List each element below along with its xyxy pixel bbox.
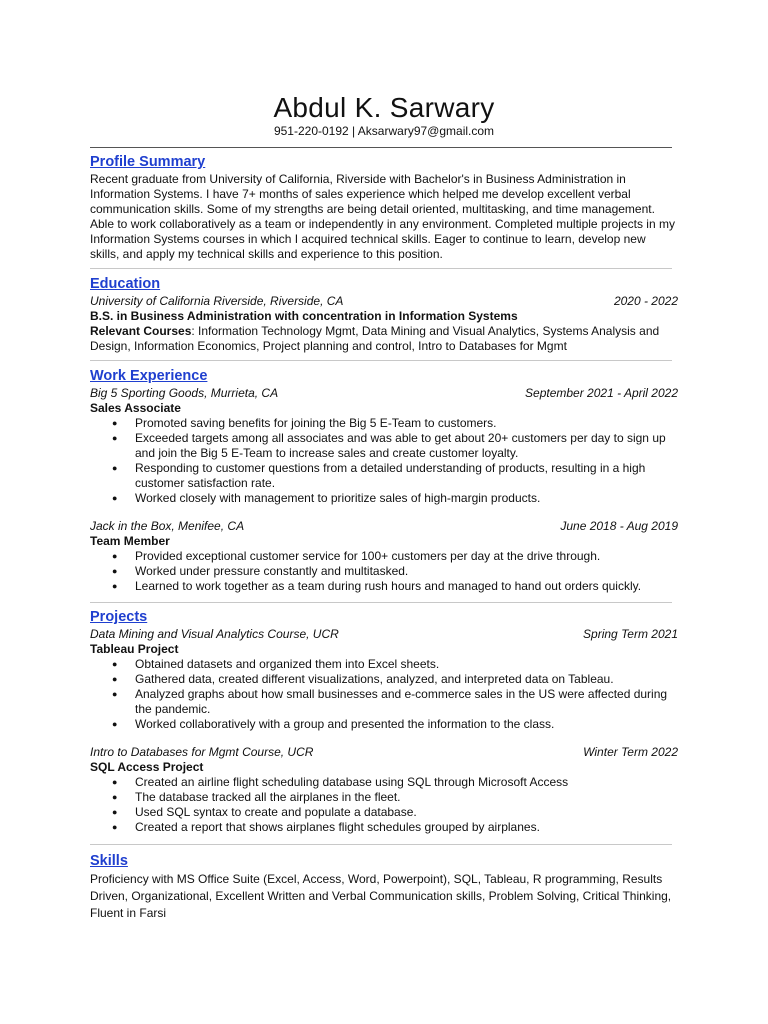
job-title: Sales Associate — [90, 401, 181, 415]
project-term: Winter Term 2022 — [583, 745, 678, 759]
work-heading: Work Experience — [90, 368, 208, 384]
projects-divider — [90, 844, 672, 845]
list-item: ● Analyzed graphs about how small businesses and e-commerce sales in the US were affected during the pandemic. — [90, 687, 678, 717]
list-item: ● Worked under pressure constantly and multitasked. — [90, 564, 678, 579]
project-course: Data Mining and Visual Analytics Course, UCR — [90, 627, 339, 641]
job-employer: Jack in the Box, Menifee, CA — [90, 519, 245, 533]
education-school-row — [90, 294, 678, 309]
job-bullets — [90, 549, 678, 594]
education-school: University of California Riverside, Riverside, CA — [90, 294, 344, 308]
profile-divider — [90, 268, 672, 269]
list-item: ● Exceeded targets among all associates and was able to get about 20+ customers per day to sign up and join the Big 5 E-Team to increase sales and create customer loyalty. — [90, 431, 678, 461]
list-item: ● Worked closely with management to prioritize sales of high-margin products. — [90, 491, 678, 506]
profile-heading: Profile Summary — [90, 154, 206, 170]
list-item: ● Worked collaboratively with a group and presented the information to the class. — [90, 717, 678, 732]
projects-section — [90, 608, 678, 835]
list-item: ● Created an airline flight scheduling database using SQL through Microsoft Access — [90, 775, 678, 790]
list-item: ● Provided exceptional customer service for 100+ customers per day at the drive through. — [90, 549, 678, 564]
list-item: ● Obtained datasets and organized them into Excel sheets. — [90, 657, 678, 672]
project-bullets — [90, 775, 678, 835]
work-divider — [90, 602, 672, 603]
education-divider — [90, 360, 672, 361]
project-course-row — [90, 627, 678, 642]
list-item: ● Created a report that shows airplanes flight schedules grouped by airplanes. — [90, 820, 678, 835]
project-term: Spring Term 2021 — [583, 627, 678, 641]
candidate-name: Abdul K. Sarwary — [273, 92, 495, 123]
project-title: Tableau Project — [90, 642, 179, 656]
list-item: ● Learned to work together as a team during rush hours and managed to hand out orders quickly. — [90, 579, 678, 594]
job-employer-row — [90, 519, 678, 534]
project-bullets — [90, 657, 678, 732]
list-item: ● Used SQL syntax to create and populate a database. — [90, 805, 678, 820]
project-course: Intro to Databases for Mgmt Course, UCR — [90, 745, 314, 759]
skills-section — [90, 852, 678, 922]
education-section — [90, 275, 678, 354]
job-bullets — [90, 416, 678, 506]
list-item: ● Gathered data, created different visualizations, analyzed, and interpreted data on Tableau. — [90, 672, 678, 687]
contact-line: 951-220-0192 | Aksarwary97@gmail.com — [273, 124, 495, 138]
list-item: ● Responding to customer questions from a detailed understanding of products, resulting in a high customer satisfaction rate. — [90, 461, 678, 491]
education-courses — [90, 324, 678, 354]
courses-label: Relevant Courses — [90, 324, 192, 338]
job-title: Team Member — [90, 534, 170, 548]
education-heading: Education — [90, 276, 161, 292]
courses-list: : Information Technology Mgmt, Data Mining and Visual Analytics, Systems Analysis and Design, Information Economics, Project planning and control, Intro to Databases for Mgmt — [90, 324, 660, 353]
project-title: SQL Access Project — [90, 760, 204, 774]
job-employer-row — [90, 386, 678, 401]
list-item: ● Promoted saving benefits for joining the Big 5 E-Team to customers. — [90, 416, 678, 431]
skills-text: Proficiency with MS Office Suite (Excel, Access, Word, Powerpoint), SQL, Tableau, R programming, Results Driven, Organizational, Excellent Written and Verbal Communication skills, Problem Solving, Critical Thinking, Fluent in Farsi — [90, 872, 672, 920]
profile-section — [90, 153, 678, 262]
work-section — [90, 367, 678, 594]
job-dates: June 2018 - Aug 2019 — [560, 519, 678, 533]
job-dates: September 2021 - April 2022 — [525, 386, 678, 400]
job-employer: Big 5 Sporting Goods, Murrieta, CA — [90, 386, 279, 400]
header-divider — [90, 147, 672, 148]
list-item: ● The database tracked all the airplanes in the fleet. — [90, 790, 678, 805]
skills-heading: Skills — [90, 853, 128, 869]
profile-text: Recent graduate from University of California, Riverside with Bachelor's in Business Administration in Information Systems. I have 7+ months of sales experience which helped me develop excellent verbal communication skills. Some of my strengths are being detail oriented, multitasking, and time management. Able to work collaboratively as a team or independently in any environment. Completed multiple projects in my Information Systems courses in which I acquired technical skills. Eager to continue to learn, develop new skills, and apply my technical skills and experience to this position. — [90, 172, 675, 261]
education-degree: B.S. in Business Administration with concentration in Information Systems — [90, 309, 518, 323]
projects-heading: Projects — [90, 609, 148, 625]
education-dates: 2020 - 2022 — [613, 294, 678, 308]
project-course-row — [90, 745, 678, 760]
